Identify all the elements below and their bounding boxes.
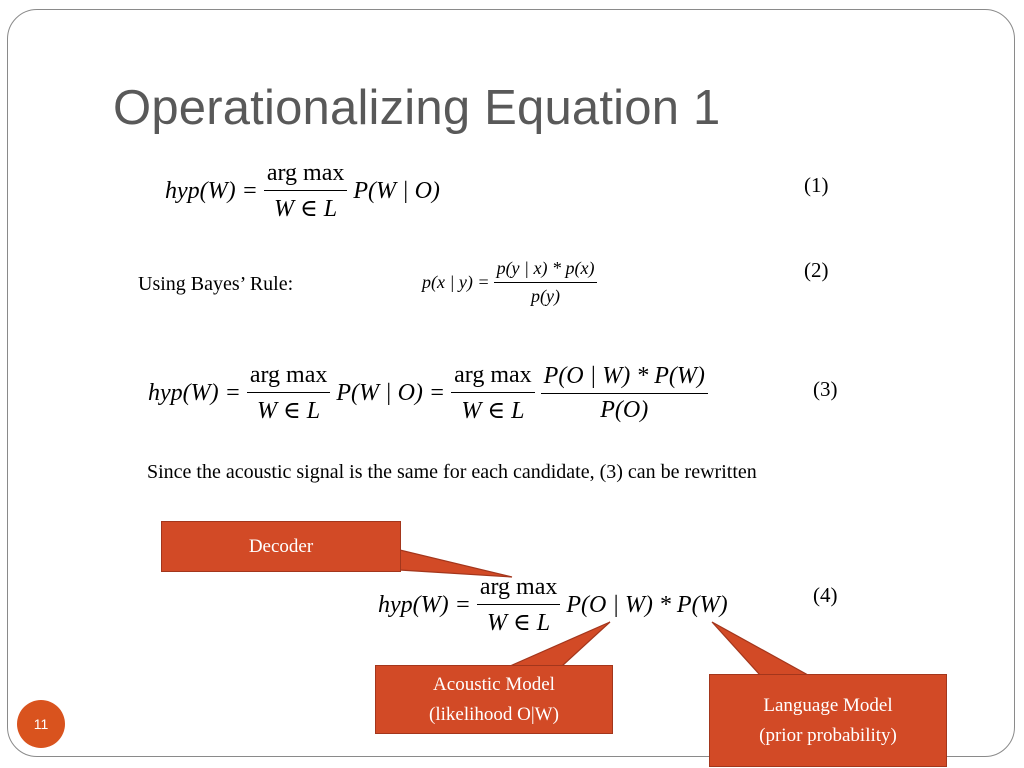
acoustic-model-callout <box>375 665 613 734</box>
eq3-mid: P(W | O) = <box>336 380 446 406</box>
language-model-sublabel: (prior probability) <box>759 724 897 746</box>
eq1-rhs: P(W | O) <box>353 178 440 204</box>
eq3-argmax-2-top: arg max <box>454 362 532 388</box>
eq1-argmax-bottom: W ∈ L <box>274 196 338 222</box>
eq3-numerator: P(O | W) * P(W) <box>543 363 705 389</box>
eq3-argmax-1-bottom: W ∈ L <box>257 398 321 424</box>
language-model-label: Language Model <box>763 694 893 716</box>
eq3-argmax-1-top: arg max <box>249 362 328 388</box>
eq2-numerator: p(y | x) * p(x) <box>496 258 595 278</box>
decoder-callout <box>161 521 401 572</box>
eq4-argmax-bottom: W ∈ L <box>487 610 551 636</box>
eq4-lhs: hyp(W) = <box>378 592 471 618</box>
eq2-number: (2) <box>804 258 829 282</box>
language-model-callout <box>709 674 947 767</box>
acoustic-model-label: Acoustic Model <box>433 673 555 695</box>
eq1-argmax-top: arg max <box>266 160 345 186</box>
equation-4 <box>378 574 728 637</box>
eq1-number: (1) <box>804 173 829 197</box>
slide-title: Operationalizing Equation 1 <box>113 81 721 135</box>
eq1-lhs: hyp(W) = <box>165 178 258 204</box>
rewrite-note: Since the acoustic signal is the same for each candidate, (3) can be rewritten <box>147 461 757 483</box>
page-number-badge <box>17 700 65 748</box>
eq4-argmax-top: arg max <box>479 574 558 600</box>
eq4-rhs: P(O | W) * P(W) <box>566 592 728 618</box>
eq3-argmax-2-bottom: W ∈ L <box>461 398 525 424</box>
eq2-lhs: p(x | y) = <box>422 272 490 292</box>
decoder-label: Decoder <box>248 535 314 557</box>
bayes-label: Using Bayes’ Rule: <box>138 273 294 295</box>
page-number: 11 <box>33 716 49 732</box>
eq4-number: (4) <box>813 583 838 607</box>
eq3-number: (3) <box>813 377 838 401</box>
acoustic-model-sublabel: (likelihood O|W) <box>429 703 559 725</box>
eq4-argmax <box>477 574 561 637</box>
eq2-denominator: p(y) <box>531 286 560 306</box>
decoder-pointer <box>400 550 512 577</box>
eq3-lhs: hyp(W) = <box>148 380 241 406</box>
eq3-denominator: P(O) <box>600 397 649 423</box>
